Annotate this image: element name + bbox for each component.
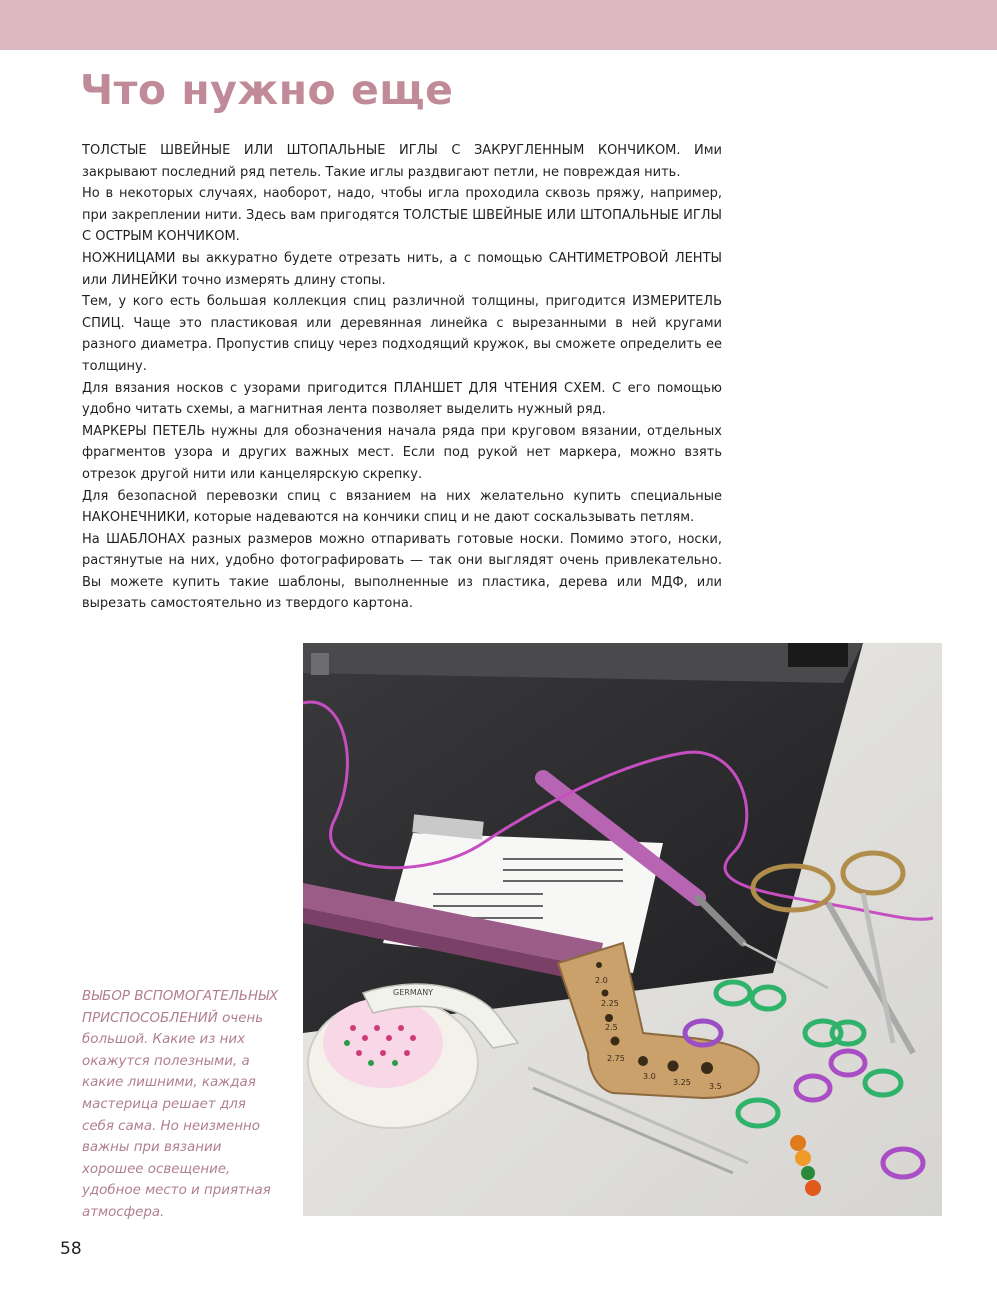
paragraph: Тем, у кого есть большая коллекция спиц различной толщины, пригодится ИЗМЕРИТЕЛЬ СПИЦ. Чаще это пластиковая или деревянная линейка с вырезанными в ней кругами разного диаметра. Пропустив спицу через подходящий кружок, вы сможете определить ее толщину. — [82, 294, 722, 374]
page-title: Что нужно еще — [80, 66, 454, 114]
photo-caption — [82, 986, 282, 1224]
paragraph: На ШАБЛОНАХ разных размеров можно отпаривать готовые носки. Помимо этого, носки, растянутые на них, удобно фотографировать — так они выглядят очень привлекательно. Вы можете купить такие шаблоны, выполненные из пластика, дерева или МДФ, или вырезать самостоятельно из твердого картона. — [82, 531, 722, 612]
paragraph: Для безопасной перевозки спиц с вязанием на них желательно купить специальные НАКОНЕЧНИКИ, которые надеваются на кончики спиц и не дают соскальзывать петлям. — [82, 488, 722, 526]
paragraph: Но в некоторых случаях, наоборот, надо, чтобы игла проходила сквозь пряжу, например, при закреплении нити. Здесь вам пригодятся ТОЛСТЫЕ ШВЕЙНЫЕ ИЛИ ШТОПАЛЬНЫЕ ИГЛЫ С ОСТРЫМ КОНЧИКОМ. — [82, 186, 722, 245]
header-band — [0, 0, 997, 50]
gauge-label: 2.0 — [595, 976, 608, 985]
tape-label: GERMANY — [393, 988, 434, 997]
paragraph: Для вязания носков с узорами пригодится ПЛАНШЕТ ДЛЯ ЧТЕНИЯ СХЕМ. С его помощью удобно читать схемы, а магнитная лента позволяет выделить нужный ряд. — [82, 380, 722, 418]
gauge-label: 3.0 — [643, 1072, 656, 1081]
gauge-label: 2.25 — [601, 999, 619, 1008]
paragraph: НОЖНИЦАМИ вы аккуратно будете отрезать нить, а с помощью САНТИМЕТРОВОЙ ЛЕНТЫ или ЛИНЕЙКИ точно измерять длину стопы. — [82, 250, 722, 288]
paragraph: МАРКЕРЫ ПЕТЕЛЬ нужны для обозначения начала ряда при круговом вязании, отдельных фрагментов узора и других важных мест. Если под рукой нет маркера, можно взять отрезок другой нити или канцелярскую скрепку. — [82, 423, 722, 482]
caption-lead: ВЫБОР ВСПОМОГАТЕЛЬНЫХ ПРИСПОСОБЛЕНИЙ — [82, 989, 279, 1026]
gauge-label: 2.5 — [605, 1023, 618, 1032]
gauge-label: 3.5 — [709, 1082, 722, 1091]
paragraph: ТОЛСТЫЕ ШВЕЙНЫЕ ИЛИ ШТОПАЛЬНЫЕ ИГЛЫ С ЗАКРУГЛЕННЫМ КОНЧИКОМ. Ими закрывают последний ряд петель. Такие иглы раздвигают петли, не повреждая нить. — [82, 143, 722, 180]
knitting-tools-photo — [303, 643, 942, 1216]
gauge-label: 3.25 — [673, 1078, 691, 1087]
page-number: 58 — [60, 1239, 82, 1259]
body-text — [82, 140, 722, 615]
gauge-label: 2.75 — [607, 1054, 625, 1063]
caption-text: очень большой. Какие из них окажутся полезными, а какие лишними, каждая мастерица решает для себя сама. Но неизменно важны при вязании хорошее освещение, удобное место и приятная атмосфера. — [82, 1010, 271, 1220]
